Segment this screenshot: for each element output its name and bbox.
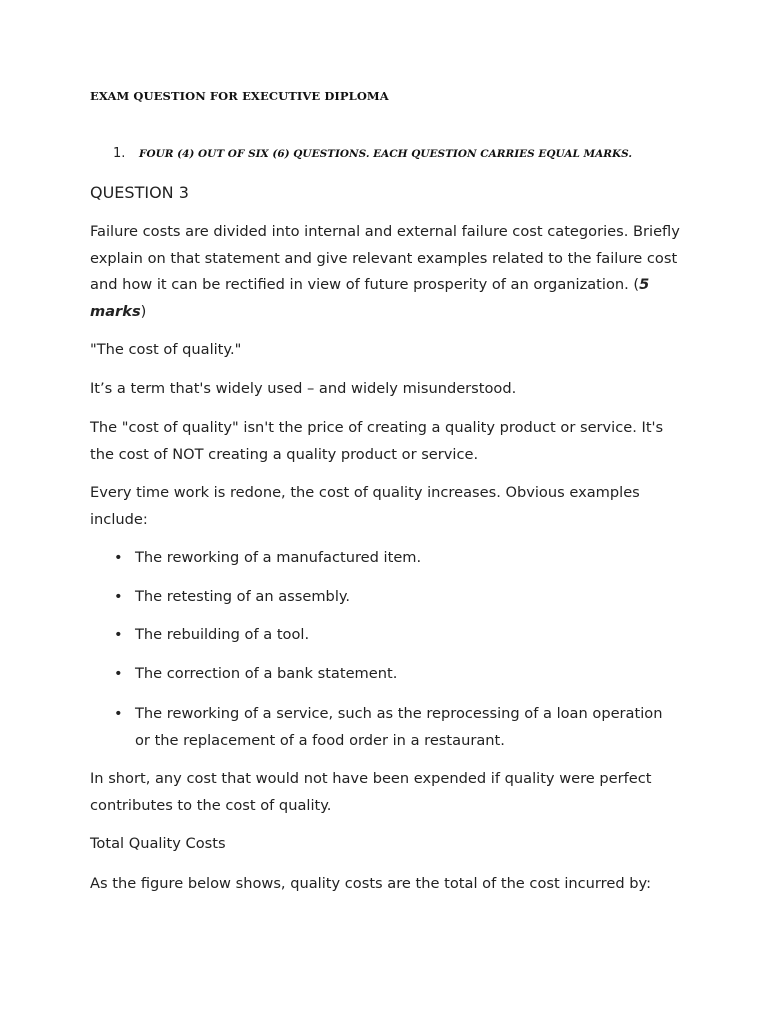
- figure-intro-paragraph: As the figure below shows, quality costs are the total of the cost incurred by:: [90, 875, 651, 892]
- question-marks: 5 marks: [90, 276, 650, 320]
- document-title: EXAM QUESTION FOR EXECUTIVE DIPLOMA: [90, 89, 389, 103]
- bullet-item: [114, 661, 674, 688]
- total-quality-costs-heading: Total Quality Costs: [90, 835, 226, 852]
- short-paragraph: In short, any cost that would not have been expended if quality were perfect contributes to the cost of quality.: [90, 770, 652, 814]
- bullet-dot: •: [114, 588, 123, 605]
- question-heading: QUESTION 3: [90, 183, 189, 202]
- bullet-text: The rebuilding of a tool.: [135, 626, 310, 643]
- bullet-item: [114, 622, 674, 649]
- bullet-dot: •: [114, 549, 123, 566]
- bullet-item: [114, 584, 674, 611]
- redone-paragraph: Every time work is redone, the cost of quality increases. Obvious examples include:: [90, 484, 640, 528]
- question-paragraph: [90, 219, 690, 325]
- bullet-dot: •: [114, 626, 123, 643]
- bullet-item: [114, 701, 674, 754]
- bullet-item: [114, 545, 674, 572]
- instruction-text: FOUR (4) OUT OF SIX (6) QUESTIONS. EACH QUESTION CARRIES EQUAL MARKS.: [139, 148, 632, 160]
- bullet-text: The retesting of an assembly.: [135, 588, 351, 605]
- instruction-number: 1.: [113, 146, 126, 161]
- definition-paragraph: The "cost of quality" isn't the price of creating a quality product or service. It's the cost of NOT creating a quality product or service.: [90, 419, 664, 463]
- bullet-text: The correction of a bank statement.: [135, 665, 398, 682]
- question-text: Failure costs are divided into internal and external failure cost categories. Briefly explain on that statement and give relevant examples related to the failure cost and how it can be rectified in view of future prosperity of an organization. (: [90, 223, 680, 293]
- bullet-dot: •: [114, 705, 123, 722]
- instruction-item: [113, 146, 632, 161]
- bullet-text: The reworking of a service, such as the reprocessing of a loan operation or the replacement of a food order in a restaurant.: [135, 705, 663, 749]
- term-paragraph: It’s a term that's widely used – and widely misunderstood.: [90, 380, 517, 397]
- cost-quote-paragraph: "The cost of quality.": [90, 341, 242, 358]
- bullet-text: The reworking of a manufactured item.: [135, 549, 422, 566]
- question-close: ): [140, 302, 147, 320]
- bullet-dot: •: [114, 665, 123, 682]
